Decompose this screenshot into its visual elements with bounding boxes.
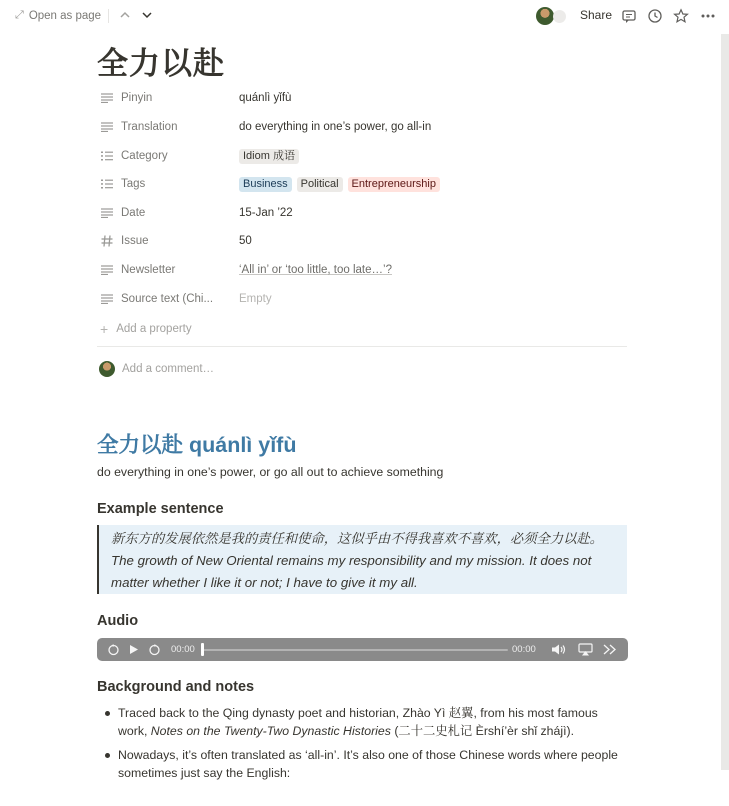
text-lines-icon bbox=[100, 292, 114, 306]
list-item[interactable] bbox=[97, 704, 627, 740]
history-icon[interactable] bbox=[647, 8, 663, 24]
audio-player[interactable] bbox=[97, 638, 628, 661]
plus-icon: + bbox=[100, 321, 109, 337]
scrollbar[interactable] bbox=[721, 34, 729, 770]
property-name: Tags bbox=[121, 178, 146, 190]
volume-icon[interactable] bbox=[551, 643, 567, 656]
property-name: Category bbox=[121, 150, 168, 162]
audio-progress-track[interactable] bbox=[202, 649, 508, 651]
chevron-up-icon[interactable] bbox=[118, 8, 132, 22]
note-text: (二十二史札记 Èrshí’èr shǐ zhájì). bbox=[390, 724, 575, 738]
star-icon[interactable] bbox=[673, 8, 689, 24]
property-date[interactable] bbox=[97, 202, 627, 224]
comment-input[interactable] bbox=[99, 361, 214, 377]
notes-list bbox=[97, 704, 627, 788]
property-name: Pinyin bbox=[121, 92, 153, 104]
tag-business: Business bbox=[239, 177, 292, 192]
airplay-icon[interactable] bbox=[578, 643, 593, 656]
newsletter-link[interactable]: ‘All in’ or ‘too little, too late…’? bbox=[239, 264, 392, 276]
property-name: Issue bbox=[121, 235, 149, 247]
toolbar-divider bbox=[108, 9, 109, 23]
play-icon[interactable] bbox=[127, 643, 140, 656]
property-value[interactable]: 50 bbox=[239, 235, 252, 247]
tag-entrepreneurship: Entrepreneurship bbox=[348, 177, 440, 192]
list-icon bbox=[100, 149, 114, 163]
property-translation[interactable] bbox=[97, 116, 627, 138]
chevron-down-icon[interactable] bbox=[140, 8, 154, 22]
tag-political: Political bbox=[297, 177, 343, 192]
property-value[interactable] bbox=[239, 149, 299, 164]
content-heading[interactable]: 全力以赴 quánlì yǐfù bbox=[97, 433, 297, 457]
example-quote[interactable]: 新东方的发展依然是我的责任和使命，这似乎由不得我喜欢不喜欢，必须全力以赴。The growth of New Oriental remains my responsibility and my mission. It does not matter whether I like it or not; I have to give it my all. bbox=[97, 525, 627, 594]
page-title[interactable]: 全力以赴 bbox=[97, 46, 225, 81]
list-item[interactable]: Nowadays, it’s often translated as ‘all-in’. It’s also one of those Chinese words where people sometimes just say the English: bbox=[97, 746, 627, 782]
hash-icon bbox=[100, 234, 114, 248]
comment-icon[interactable] bbox=[621, 8, 637, 24]
property-value[interactable]: quánlì yǐfù bbox=[239, 92, 292, 104]
definition-text[interactable]: do everything in one’s power, or go all out to achieve something bbox=[97, 465, 444, 479]
top-bar bbox=[0, 0, 729, 32]
property-tags[interactable] bbox=[97, 173, 627, 195]
property-pinyin[interactable] bbox=[97, 87, 627, 109]
property-name: Date bbox=[121, 207, 146, 219]
current-time: 00:00 bbox=[171, 644, 195, 655]
audio-heading[interactable]: Audio bbox=[97, 613, 139, 629]
notes-heading[interactable]: Background and notes bbox=[97, 679, 255, 695]
property-value[interactable]: 15-Jan ’22 bbox=[239, 207, 293, 219]
add-property-button[interactable] bbox=[100, 321, 192, 337]
property-newsletter[interactable] bbox=[97, 259, 627, 281]
text-lines-icon bbox=[100, 263, 114, 277]
text-lines-icon bbox=[100, 91, 114, 105]
avatar-secondary bbox=[553, 10, 566, 23]
property-value[interactable]: do everything in one’s power, go all-in bbox=[239, 121, 432, 133]
property-value-empty[interactable]: Empty bbox=[239, 293, 272, 305]
text-lines-icon bbox=[100, 120, 114, 134]
avatar[interactable] bbox=[536, 7, 554, 25]
duration-time: 00:00 bbox=[512, 644, 536, 655]
property-source-text[interactable] bbox=[97, 288, 627, 310]
property-name: Source text (Chi... bbox=[121, 293, 214, 305]
tag-idiom: Idiom 成语 bbox=[239, 149, 299, 164]
note-text: Traced back to the Qing dynasty poet and historian, Zhào Yì 赵翼, from his most famous work, bbox=[118, 706, 598, 738]
property-value[interactable] bbox=[239, 177, 440, 192]
audio-progress-handle[interactable] bbox=[201, 643, 204, 656]
skip-back-icon[interactable] bbox=[107, 643, 120, 656]
avatar bbox=[99, 361, 115, 377]
more-options-icon[interactable] bbox=[602, 643, 617, 656]
expand-icon: ⤢ bbox=[15, 9, 24, 21]
skip-forward-icon[interactable] bbox=[148, 643, 161, 656]
open-as-page-label: Open as page bbox=[28, 9, 102, 22]
property-name: Translation bbox=[121, 121, 178, 133]
book-title: Notes on the Twenty-Two Dynastic Histories bbox=[150, 724, 391, 738]
example-heading[interactable]: Example sentence bbox=[97, 501, 224, 517]
property-issue[interactable] bbox=[97, 230, 627, 252]
open-as-page-button[interactable] bbox=[15, 9, 101, 22]
add-property-label: Add a property bbox=[116, 323, 192, 335]
text-lines-icon bbox=[100, 206, 114, 220]
divider bbox=[97, 346, 627, 347]
list-icon bbox=[100, 177, 114, 191]
comment-placeholder: Add a comment… bbox=[122, 363, 215, 375]
property-category[interactable] bbox=[97, 145, 627, 167]
share-button[interactable]: Share bbox=[580, 8, 613, 22]
more-icon[interactable] bbox=[700, 8, 716, 24]
property-name: Newsletter bbox=[121, 264, 176, 276]
